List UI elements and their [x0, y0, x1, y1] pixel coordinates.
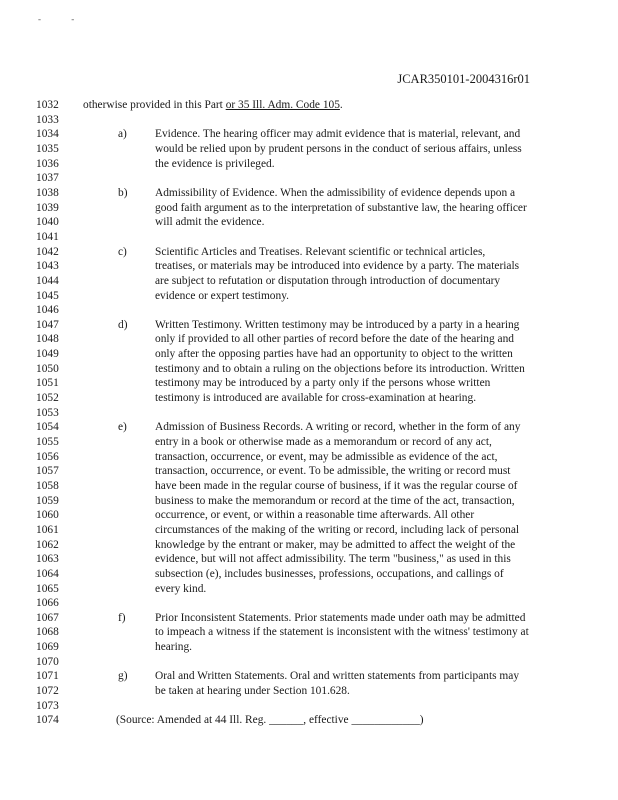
line-1066 — [0, 596, 618, 611]
line-text: knowledge by the entrant or maker, may be admitted to affect the weight of the — [155, 538, 516, 551]
line-text: evidence or expert testimony. — [155, 289, 290, 302]
subsection-marker: b) — [118, 186, 128, 199]
line-1071 — [0, 669, 618, 684]
line-text-start: otherwise provided in this Part — [83, 99, 226, 111]
line-1054 — [0, 420, 618, 435]
line-1039 — [0, 201, 618, 216]
line-text: every kind. — [155, 582, 207, 595]
line-text: will admit the evidence. — [155, 216, 265, 229]
line-1064 — [0, 567, 618, 582]
line-1061 — [0, 523, 618, 538]
line-text: business to make the memorandum or record at the time of the act, transaction, — [155, 494, 515, 507]
line-number: 1061 — [36, 523, 59, 536]
line-number: 1067 — [36, 611, 59, 624]
line-1072 — [0, 684, 618, 699]
line-number: 1038 — [36, 186, 59, 199]
line-1038 — [0, 186, 618, 201]
line-text: good faith argument as to the interpretation of substantive law, the hearing officer — [155, 201, 527, 214]
line-number: 1045 — [36, 289, 59, 302]
line-number: 1039 — [36, 201, 59, 214]
subsection-marker: f) — [118, 611, 126, 624]
line-text: Admissibility of Evidence. When the admissibility of evidence depends upon a — [155, 186, 516, 199]
line-1044 — [0, 274, 618, 289]
line-number: 1046 — [36, 304, 59, 317]
line-1069 — [0, 640, 618, 655]
line-text: Prior Inconsistent Statements. Prior statements made under oath may be admitted — [155, 611, 526, 624]
line-1060 — [0, 508, 618, 523]
line-number: 1062 — [36, 538, 59, 551]
subsection-marker: c) — [118, 245, 127, 258]
line-number: 1055 — [36, 435, 59, 448]
underlined-insertion: or 35 Ill. Adm. Code 105 — [225, 99, 340, 111]
line-1042 — [0, 245, 618, 260]
line-1068 — [0, 625, 618, 640]
line-text: Written Testimony. Written testimony may be introduced by a party in a hearing — [155, 318, 520, 331]
line-1046 — [0, 303, 618, 318]
line-number: 1034 — [36, 128, 59, 141]
line-text-end: . — [339, 99, 343, 111]
line-number: 1070 — [36, 655, 59, 668]
subsection-marker: d) — [118, 318, 128, 331]
line-text: subsection (e), includes businesses, professions, occupations, and callings of — [155, 567, 504, 580]
line-1034 — [0, 127, 618, 142]
line-number: 1035 — [36, 142, 59, 155]
line-1049 — [0, 347, 618, 362]
line-text: are subject to refutation or disputation through introduction of documentary — [155, 274, 501, 287]
line-number: 1060 — [36, 509, 59, 522]
subsection-marker: e) — [118, 421, 127, 434]
line-text: testimony and to obtain a ruling on the objections before its introduction. Written — [155, 362, 525, 375]
line-1050 — [0, 362, 618, 377]
line-text — [83, 98, 343, 113]
top-marks: - - — [38, 14, 89, 24]
line-number: 1033 — [36, 113, 59, 126]
line-1041 — [0, 230, 618, 245]
line-number: 1074 — [36, 714, 59, 727]
line-number: 1056 — [36, 450, 59, 463]
line-text: circumstances of the making of the writing or record, including lack of personal — [155, 523, 520, 536]
line-number: 1064 — [36, 567, 59, 580]
line-1074 — [0, 713, 618, 728]
line-1052 — [0, 391, 618, 406]
line-number: 1037 — [36, 172, 59, 185]
line-text: entry in a book or otherwise made as a memorandum or record of any act, — [155, 435, 492, 448]
line-1040 — [0, 215, 618, 230]
line-text: only if provided to all other parties of record before the date of the hearing and — [155, 333, 514, 346]
line-1067 — [0, 611, 618, 626]
subsection-marker: a) — [118, 128, 127, 141]
line-number: 1036 — [36, 157, 59, 170]
line-text: testimony is introduced are available for cross-examination at hearing. — [155, 392, 477, 404]
line-text: have been made in the regular course of business, if it was the regular course of — [155, 479, 518, 492]
line-number: 1068 — [36, 626, 59, 639]
line-1055 — [0, 435, 618, 450]
line-text: only after the opposing parties have had an opportunity to object to the written — [155, 348, 513, 361]
line-1043 — [0, 259, 618, 274]
line-number: 1032 — [36, 99, 59, 111]
line-1032 — [0, 98, 618, 113]
line-text: evidence, but will not affect admissibility. The term "business," as used in this — [155, 553, 511, 566]
line-number: 1058 — [36, 479, 59, 492]
line-1056 — [0, 450, 618, 465]
line-number: 1065 — [36, 582, 59, 595]
line-text: Oral and Written Statements. Oral and written statements from participants may — [155, 670, 520, 683]
line-1048 — [0, 332, 618, 347]
line-number: 1040 — [36, 216, 59, 229]
line-text: transaction, occurrence, or event, may be admissible as evidence of the act, — [155, 450, 498, 463]
line-text: Evidence. The hearing officer may admit evidence that is material, relevant, and — [155, 128, 521, 141]
line-text: to impeach a witness if the statement is inconsistent with the witness' testimony at — [155, 626, 529, 639]
line-1037 — [0, 171, 618, 186]
line-number: 1053 — [36, 406, 59, 419]
line-number: 1072 — [36, 685, 59, 697]
line-1035 — [0, 142, 618, 157]
line-number: 1043 — [36, 260, 59, 273]
line-number: 1042 — [36, 245, 59, 258]
line-number: 1049 — [36, 348, 59, 361]
line-text: hearing. — [155, 641, 193, 654]
line-number: 1066 — [36, 597, 59, 610]
line-1036 — [0, 157, 618, 172]
line-number: 1047 — [36, 318, 59, 331]
line-text: occurrence, or event, or within a reasonable time afterwards. All other — [155, 509, 475, 522]
line-text: treatises, or materials may be introduced into evidence by a party. The materials — [155, 260, 520, 273]
line-1062 — [0, 538, 618, 553]
line-text: Admission of Business Records. A writing or record, whether in the form of any — [155, 421, 521, 434]
line-text: testimony may be introduced by a party only if the persons whose written — [155, 377, 491, 390]
line-text: would be relied upon by prudent persons in the conduct of serious affairs, unless — [155, 142, 522, 155]
line-1073 — [0, 699, 618, 714]
line-1033 — [0, 113, 618, 128]
line-text: Scientific Articles and Treatises. Relevant scientific or technical articles, — [155, 245, 486, 258]
line-number: 1059 — [36, 494, 59, 507]
source-note: (Source: Amended at 44 Ill. Reg. ______, effective ____________) — [116, 714, 424, 727]
line-1053 — [0, 406, 618, 421]
line-text: be taken at hearing under Section 101.628. — [155, 685, 350, 697]
line-number: 1044 — [36, 274, 59, 287]
line-1063 — [0, 552, 618, 567]
line-number: 1063 — [36, 553, 59, 566]
line-number: 1054 — [36, 421, 59, 434]
line-number: 1050 — [36, 362, 59, 375]
line-1047 — [0, 318, 618, 333]
line-number: 1051 — [36, 377, 59, 390]
line-number: 1052 — [36, 392, 59, 404]
line-text: the evidence is privileged. — [155, 157, 275, 170]
subsection-marker: g) — [118, 670, 128, 683]
line-1045 — [0, 289, 618, 304]
line-1059 — [0, 494, 618, 509]
line-text: transaction, occurrence, or event. To be admissible, the writing or record must — [155, 465, 511, 478]
document-id: JCAR350101-2004316r01 — [397, 72, 530, 86]
line-number: 1057 — [36, 465, 59, 478]
line-1070 — [0, 655, 618, 670]
line-1057 — [0, 464, 618, 479]
line-1058 — [0, 479, 618, 494]
line-1065 — [0, 582, 618, 597]
line-number: 1073 — [36, 699, 59, 712]
line-number: 1071 — [36, 670, 59, 683]
line-number: 1041 — [36, 230, 59, 243]
line-1051 — [0, 376, 618, 391]
line-number: 1069 — [36, 641, 59, 654]
line-number: 1048 — [36, 333, 59, 346]
